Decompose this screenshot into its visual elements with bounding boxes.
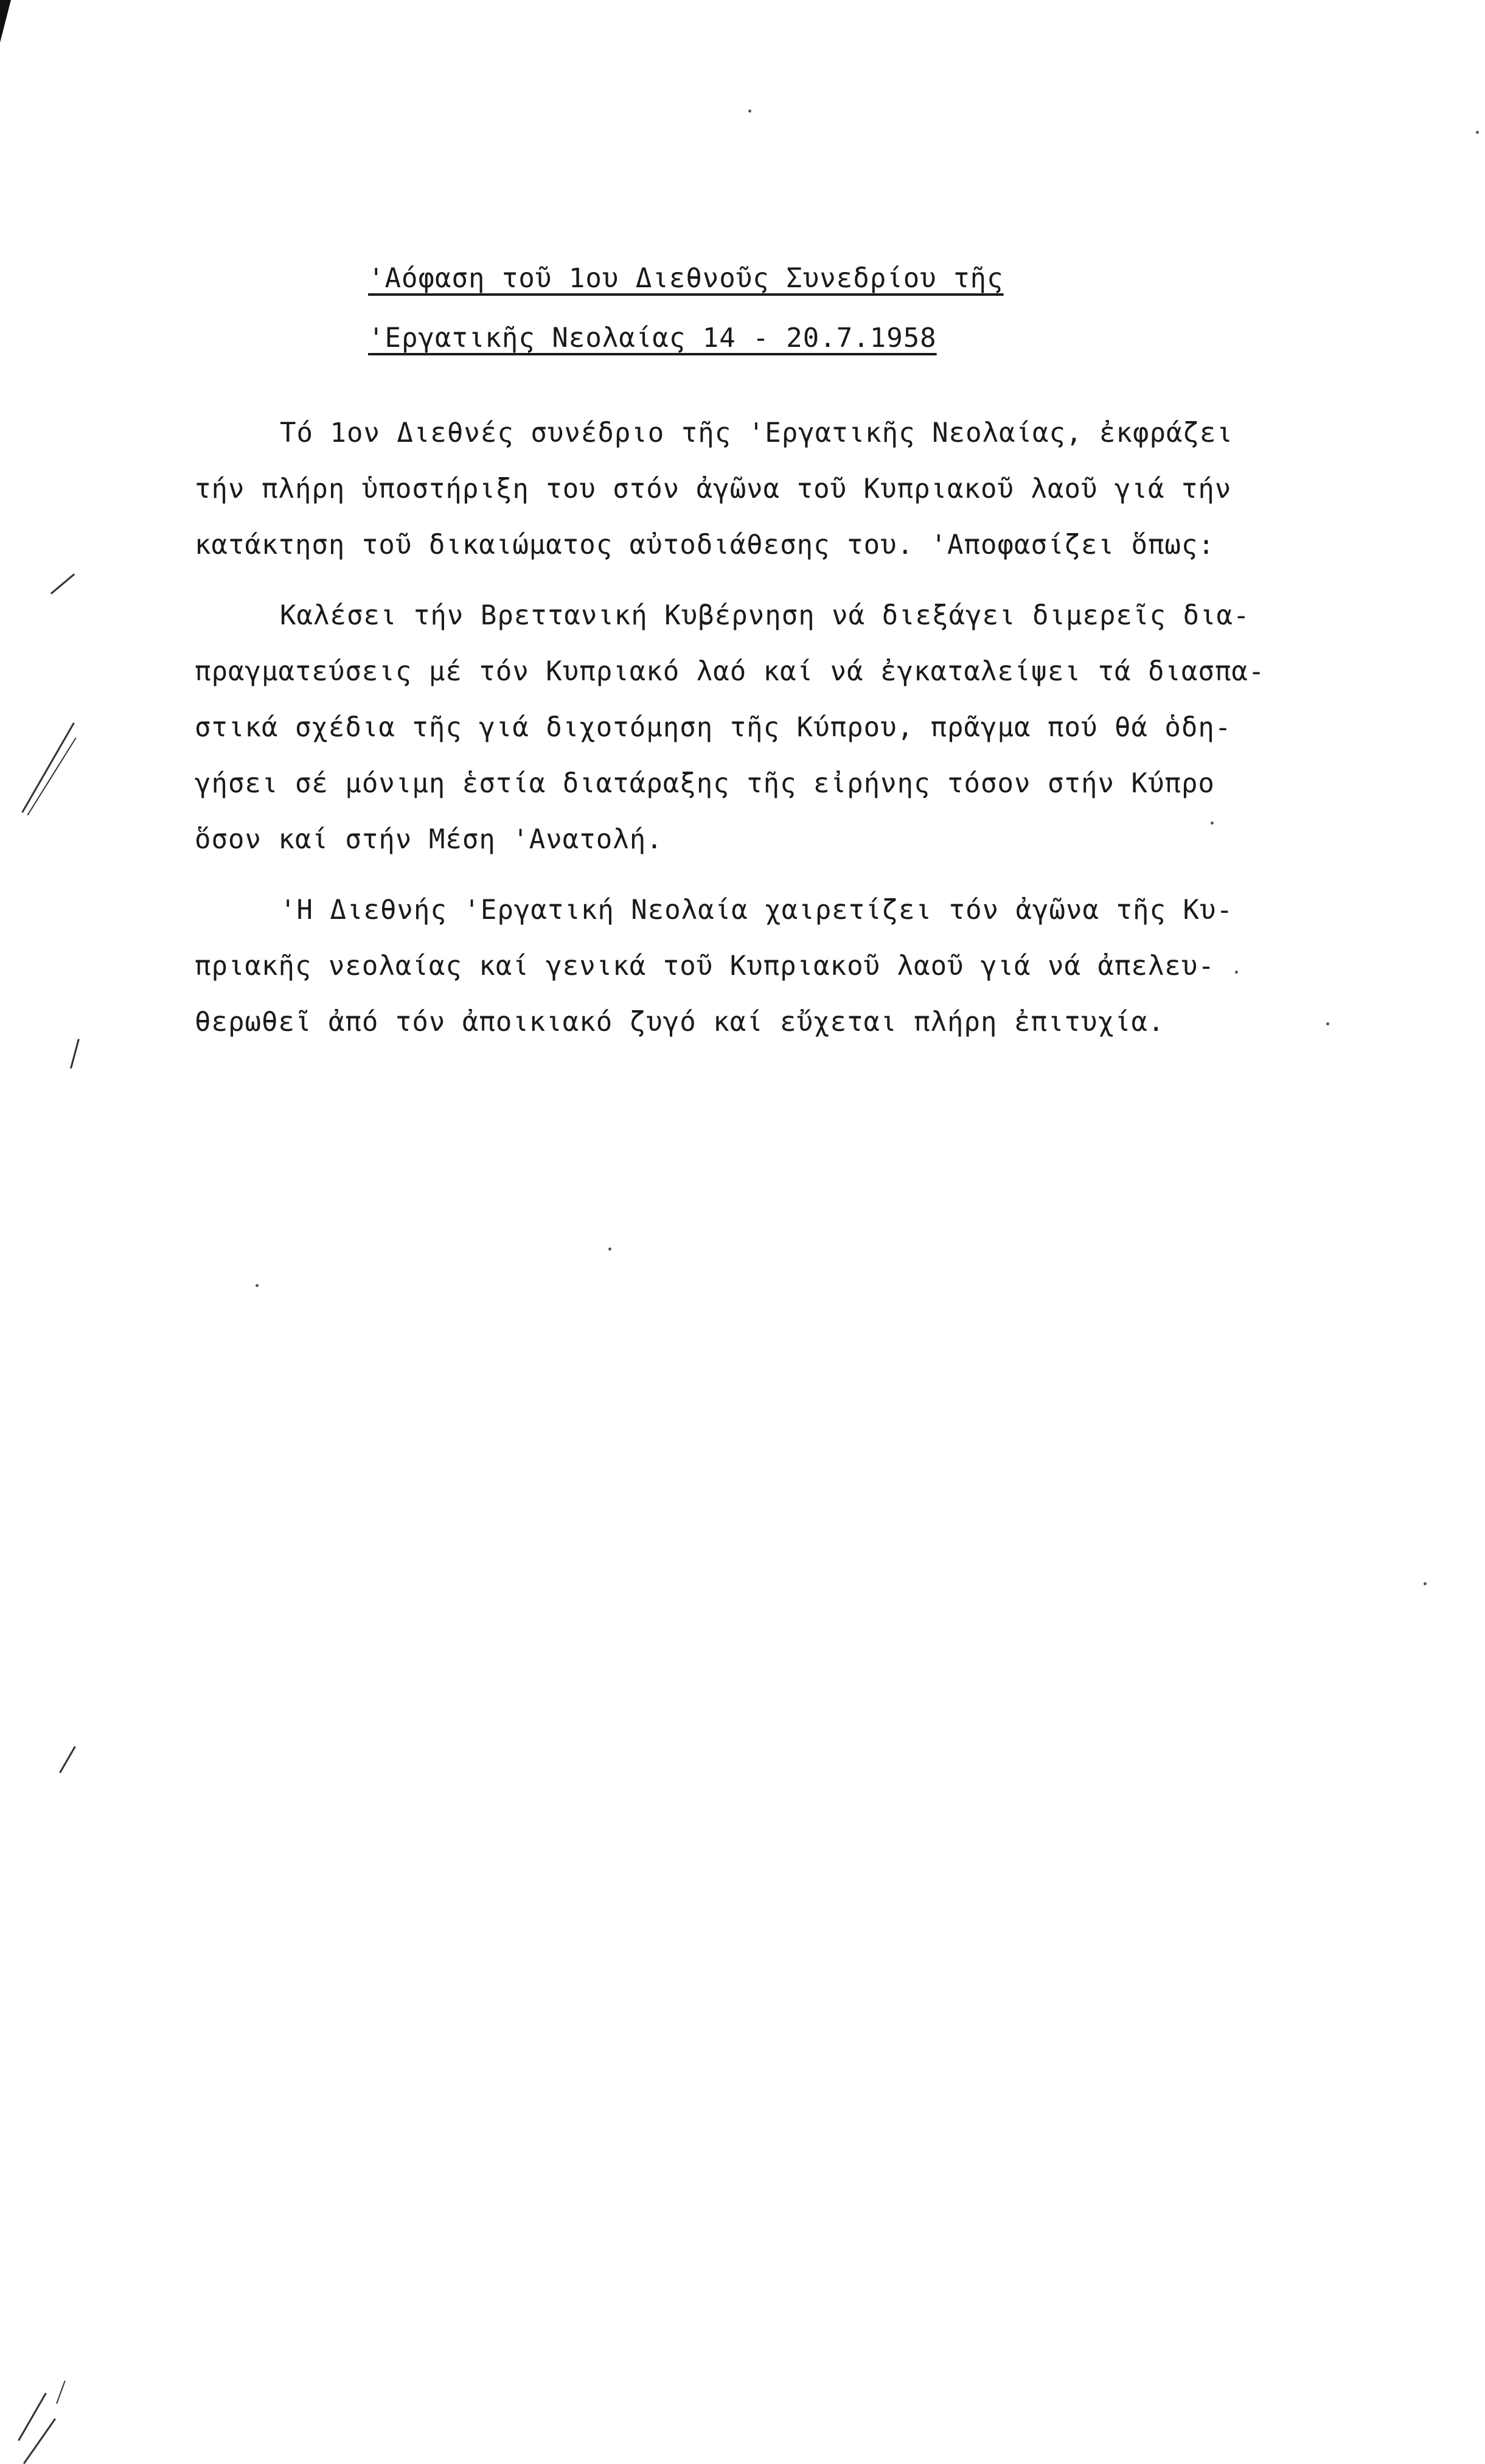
margin-mark: [59, 1746, 76, 1773]
margin-mark: [56, 2381, 66, 2404]
paragraph-2-line-2: πραγματεύσεις μέ τόν Κυπριακό λαό καί νά ἐγκαταλείψει τά διασπα-: [195, 656, 1265, 687]
paragraph-2-line-4: γήσει σέ μόνιμη ἑστία διατάραξης τῆς εἰρήνης τόσον στήν Κύπρο: [195, 768, 1215, 799]
speck: [748, 110, 751, 113]
speck: [1211, 822, 1214, 825]
paragraph-3-line-3: θερωθεῖ ἀπό τόν ἀποικιακό ζυγό καί εὔχεται πλήρη ἐπιτυχία.: [195, 1007, 1165, 1038]
paragraph-1-line-1: Τό 1ον Διεθνές συνέδριο τῆς 'Εργατικῆς Νεολαίας, ἐκφράζει: [280, 417, 1233, 448]
speck: [256, 1284, 259, 1287]
paragraph-2-line-1: Καλέσει τήν Βρεττανική Κυβέρνηση νά διεξάγει διμερεῖς δια-: [280, 600, 1250, 631]
margin-mark: [27, 738, 76, 815]
speck: [1476, 131, 1479, 134]
speck: [608, 1248, 611, 1251]
margin-mark: [18, 2393, 47, 2441]
corner-scan-mark: [0, 0, 11, 43]
paragraph-3-line-2: πριακῆς νεολαίας καί γενικά τοῦ Κυπριακοῦ λαοῦ γιά νά ἀπελευ-: [195, 951, 1215, 982]
paragraph-2-line-3: στικά σχέδια τῆς γιά διχοτόμηση τῆς Κύπρου, πρᾶγμα πού θά ὁδη-: [195, 712, 1232, 743]
margin-mark: [50, 573, 75, 594]
paragraph-1-line-2: τήν πλήρη ὑποστήριξη του στόν ἀγῶνα τοῦ Κυπριακοῦ λαοῦ γιά τήν: [195, 473, 1232, 504]
speck: [1326, 1022, 1329, 1025]
document-title-line-1: 'Αόφαση τοῦ 1ου Διεθνοῦς Συνεδρίου τῆς: [368, 263, 1004, 294]
margin-mark: [21, 722, 75, 813]
margin-mark: [70, 1039, 80, 1069]
speck: [1424, 1582, 1427, 1585]
speck: [1235, 971, 1238, 974]
paragraph-1-line-3: κατάκτηση τοῦ δικαιώματος αὐτοδιάθεσης του. 'Αποφασίζει ὅπως:: [195, 529, 1215, 560]
document-title-line-2: 'Εργατικῆς Νεολαίας 14 - 20.7.1958: [368, 323, 937, 354]
paragraph-2-line-5: ὅσον καί στήν Μέση 'Ανατολή.: [195, 824, 663, 855]
paragraph-3-line-1: 'Η Διεθνής 'Εργατική Νεολαία χαιρετίζει τόν ἀγῶνα τῆς Κυ-: [280, 895, 1233, 926]
